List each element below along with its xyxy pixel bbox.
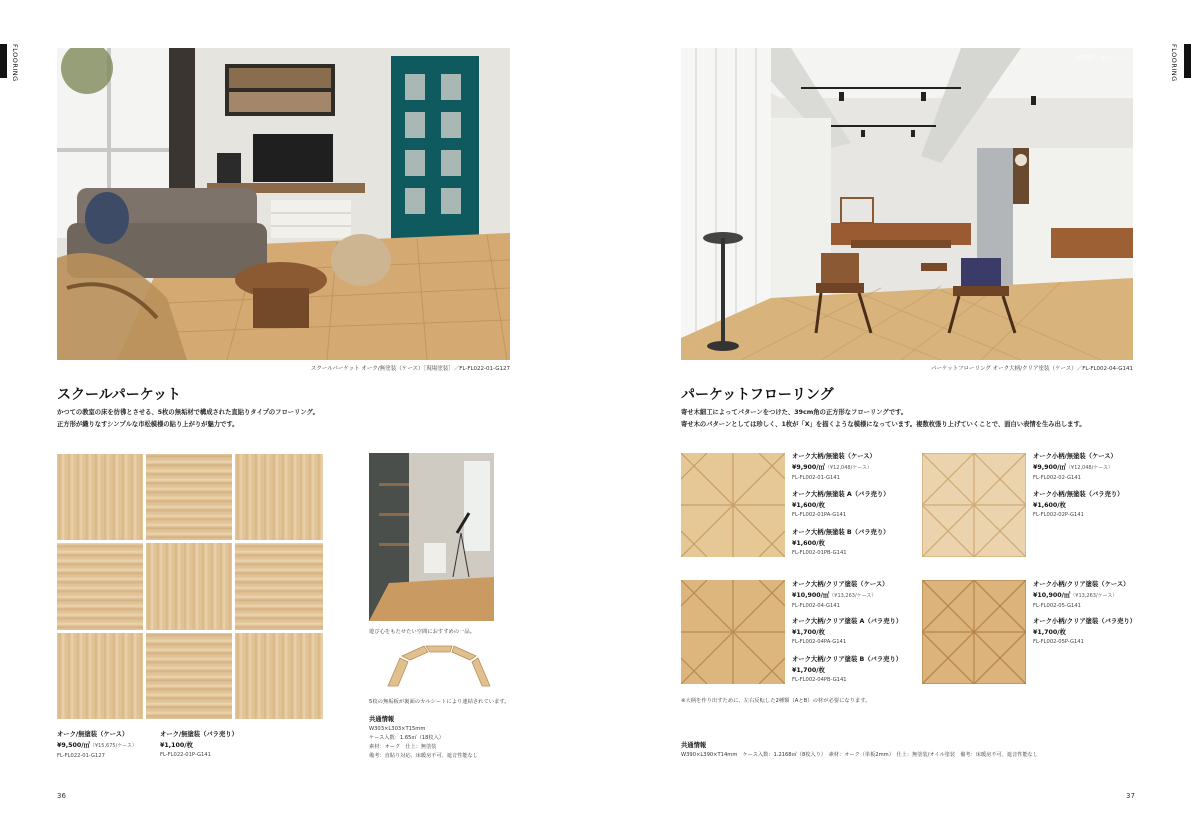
product-price bbox=[160, 740, 238, 751]
price-value: ¥9,900/㎡ bbox=[792, 464, 825, 471]
product-code: FL-FL002-05P-G141 bbox=[1033, 639, 1084, 645]
section-label-left: FLOORING bbox=[11, 44, 19, 82]
living-room-illustration bbox=[57, 48, 510, 360]
parquet-tile bbox=[57, 633, 143, 719]
page-number-right: 37 bbox=[1126, 792, 1135, 800]
product-large-clear-b bbox=[792, 655, 902, 685]
parquet-tile bbox=[146, 543, 232, 630]
price-value: ¥1,100/枚 bbox=[160, 742, 193, 749]
left-product-1 bbox=[57, 730, 137, 761]
product-large-natural-b bbox=[792, 528, 889, 558]
product-small-clear-single bbox=[1033, 617, 1136, 647]
connected-boards-illustration bbox=[384, 642, 494, 690]
section-tab-right bbox=[1184, 44, 1191, 78]
product-price bbox=[1033, 462, 1117, 474]
product-small-natural-case bbox=[1033, 452, 1117, 483]
spec-line: W303×L303×T15mm bbox=[369, 726, 426, 732]
product-name: オーク小柄/クリア塗装（ケース） bbox=[1033, 581, 1130, 588]
dining-room-illustration bbox=[681, 48, 1133, 360]
connected-boards-caption: 5枚の無垢板が裏面のカルシートにより連結されています。 bbox=[369, 699, 510, 705]
telescope-room-photo bbox=[369, 453, 494, 621]
parquet-tile bbox=[146, 633, 232, 719]
product-name: オーク小柄/クリア塗装（バラ売り） bbox=[1033, 618, 1137, 625]
right-spec: W390×L390×T14mm ケース入数：1.2168㎡（8枚入り） 素材：オーク（単板2mm） 仕上：無塗装/オイル塗装 備考：床暖房不可、遮音性能なし bbox=[681, 752, 1039, 758]
price-sub: （¥12,048/ケース） bbox=[1065, 465, 1114, 471]
price-value: ¥1,700/枚 bbox=[1033, 629, 1066, 636]
right-body-line: 寄せ木のパターンとしては珍しく、1枚が「X」を描くような模様になっています。複数枚張り上げていくことで、面白い表情を生み出します。 bbox=[681, 421, 1086, 428]
product-code: FL-FL002-02P-G141 bbox=[1033, 512, 1084, 518]
parquet-tile bbox=[235, 543, 323, 630]
right-note: ※大柄を作り出すために、左右反転した2種類（AとB）の材が必要になります。 bbox=[681, 698, 871, 704]
product-code: FL-FL002-02-G141 bbox=[1033, 475, 1081, 481]
parquet-tile bbox=[235, 633, 323, 719]
left-product-2 bbox=[160, 730, 238, 760]
parquet-sample-small-clear bbox=[922, 580, 1026, 684]
product-name: オーク/無塗装（バラ売り） bbox=[160, 731, 238, 738]
product-name: オーク大柄/クリア塗装（ケース） bbox=[792, 581, 889, 588]
product-large-clear-case bbox=[792, 580, 888, 611]
product-code: FL-FL002-04-G141 bbox=[792, 603, 840, 609]
left-spec bbox=[369, 725, 478, 761]
product-name: オーク大柄/無塗装（ケース） bbox=[792, 453, 876, 460]
product-code: FL-FL022-01-G127 bbox=[57, 753, 105, 759]
product-code: FL-FL022-01P-G141 bbox=[160, 752, 211, 758]
product-price bbox=[1033, 500, 1123, 511]
price-value: ¥1,700/枚 bbox=[792, 667, 825, 674]
price-value: ¥9,500/㎡ bbox=[57, 742, 90, 749]
dining-room-caption: パーケットフローリング オーク大柄/クリア塗装（ケース）／FL-FL002-04-G141 bbox=[930, 366, 1133, 372]
price-sub: （¥12,048/ケース） bbox=[824, 465, 873, 471]
telescope-room-caption: 遊び心をもたせたい空間におすすめの一品。 bbox=[369, 629, 475, 635]
spec-line: 素材：オーク 仕上：無塗装 bbox=[369, 744, 437, 750]
parquet-sample-small-natural bbox=[922, 453, 1026, 557]
parquet-tile bbox=[146, 454, 232, 540]
dining-room-photo bbox=[681, 48, 1133, 360]
product-name: オーク/無塗装（ケース） bbox=[57, 731, 129, 738]
right-body bbox=[681, 407, 1086, 431]
product-code: FL-FL002-05-G141 bbox=[1033, 603, 1081, 609]
price-sub: （¥15,675/ケース） bbox=[89, 743, 138, 749]
telescope-room-illustration bbox=[369, 453, 494, 621]
parquet-tile bbox=[57, 454, 143, 540]
spec-line: 備考：直貼り対応、床暖房不可、遮音性能なし bbox=[369, 753, 478, 759]
photo-credit: 写真提供：ゼロリノベ bbox=[1075, 55, 1125, 61]
left-body bbox=[57, 407, 319, 431]
school-parquet-sample bbox=[57, 454, 323, 719]
product-code: FL-FL002-01PA-G141 bbox=[792, 512, 847, 518]
right-spec-title: 共通情報 bbox=[681, 742, 707, 749]
price-sub: （¥13,263/ケース） bbox=[1070, 593, 1118, 599]
product-large-clear-a bbox=[792, 617, 902, 647]
left-spec-title: 共通情報 bbox=[369, 716, 395, 723]
product-price bbox=[1033, 590, 1129, 602]
product-name: オーク大柄/クリア塗装 B（バラ売り） bbox=[792, 656, 903, 663]
product-price bbox=[792, 627, 902, 638]
product-large-natural-a bbox=[792, 490, 890, 520]
product-price bbox=[792, 500, 890, 511]
section-label-right: FLOORING bbox=[1170, 44, 1178, 82]
product-small-natural-single bbox=[1033, 490, 1123, 520]
price-value: ¥10,900/㎡ bbox=[1033, 592, 1071, 599]
product-name: オーク小柄/無塗装（ケース） bbox=[1033, 453, 1117, 460]
product-price bbox=[792, 590, 888, 602]
parquet-tile bbox=[57, 543, 143, 630]
price-value: ¥1,700/枚 bbox=[792, 629, 825, 636]
section-tab-left bbox=[0, 44, 7, 78]
parquet-tile bbox=[235, 454, 323, 540]
price-value: ¥10,900/㎡ bbox=[792, 592, 830, 599]
spec-line: ケース入数：1.65㎡（18枚入） bbox=[369, 735, 444, 741]
product-price bbox=[57, 740, 137, 752]
left-body-line: 正方形が織りなすシンプルな市松模様の貼り上がりが魅力です。 bbox=[57, 421, 239, 428]
left-heading: スクールパーケット bbox=[57, 387, 182, 403]
product-name: オーク大柄/無塗装 B（バラ売り） bbox=[792, 529, 890, 536]
product-name: オーク大柄/無塗装 A（バラ売り） bbox=[792, 491, 890, 498]
living-room-photo bbox=[57, 48, 510, 360]
right-heading: パーケットフローリング bbox=[681, 387, 834, 403]
price-value: ¥1,600/枚 bbox=[792, 540, 825, 547]
product-code: FL-FL002-01PB-G141 bbox=[792, 550, 847, 556]
product-code: FL-FL002-04PB-G141 bbox=[792, 677, 847, 683]
living-room-caption: スクールパーケット オーク/無塗装（ケース）［現場塗装］／FL-FL022-01-G127 bbox=[310, 366, 510, 372]
price-value: ¥1,600/枚 bbox=[1033, 502, 1066, 509]
product-price bbox=[792, 665, 902, 676]
left-body-line: かつての教室の床を彷彿とさせる、5枚の無垢材で構成された直貼りタイプのフローリング。 bbox=[57, 409, 319, 416]
parquet-sample-large-clear bbox=[681, 580, 785, 684]
price-value: ¥9,900/㎡ bbox=[1033, 464, 1066, 471]
parquet-sample-large-natural bbox=[681, 453, 785, 557]
product-small-clear-case bbox=[1033, 580, 1129, 611]
product-price bbox=[792, 462, 876, 474]
product-code: FL-FL002-04PA-G141 bbox=[792, 639, 847, 645]
product-code: FL-FL002-01-G141 bbox=[792, 475, 840, 481]
product-name: オーク小柄/無塗装（バラ売り） bbox=[1033, 491, 1124, 498]
product-price bbox=[792, 538, 889, 549]
price-value: ¥1,600/枚 bbox=[792, 502, 825, 509]
product-price bbox=[1033, 627, 1136, 638]
price-sub: （¥13,263/ケース） bbox=[829, 593, 877, 599]
product-name: オーク大柄/クリア塗装 A（バラ売り） bbox=[792, 618, 903, 625]
right-body-line: 寄せ木細工によってパターンをつけた、39cm角の正方形なフローリングです。 bbox=[681, 409, 908, 416]
product-large-natural-case bbox=[792, 452, 876, 483]
page-number-left: 36 bbox=[57, 792, 66, 800]
